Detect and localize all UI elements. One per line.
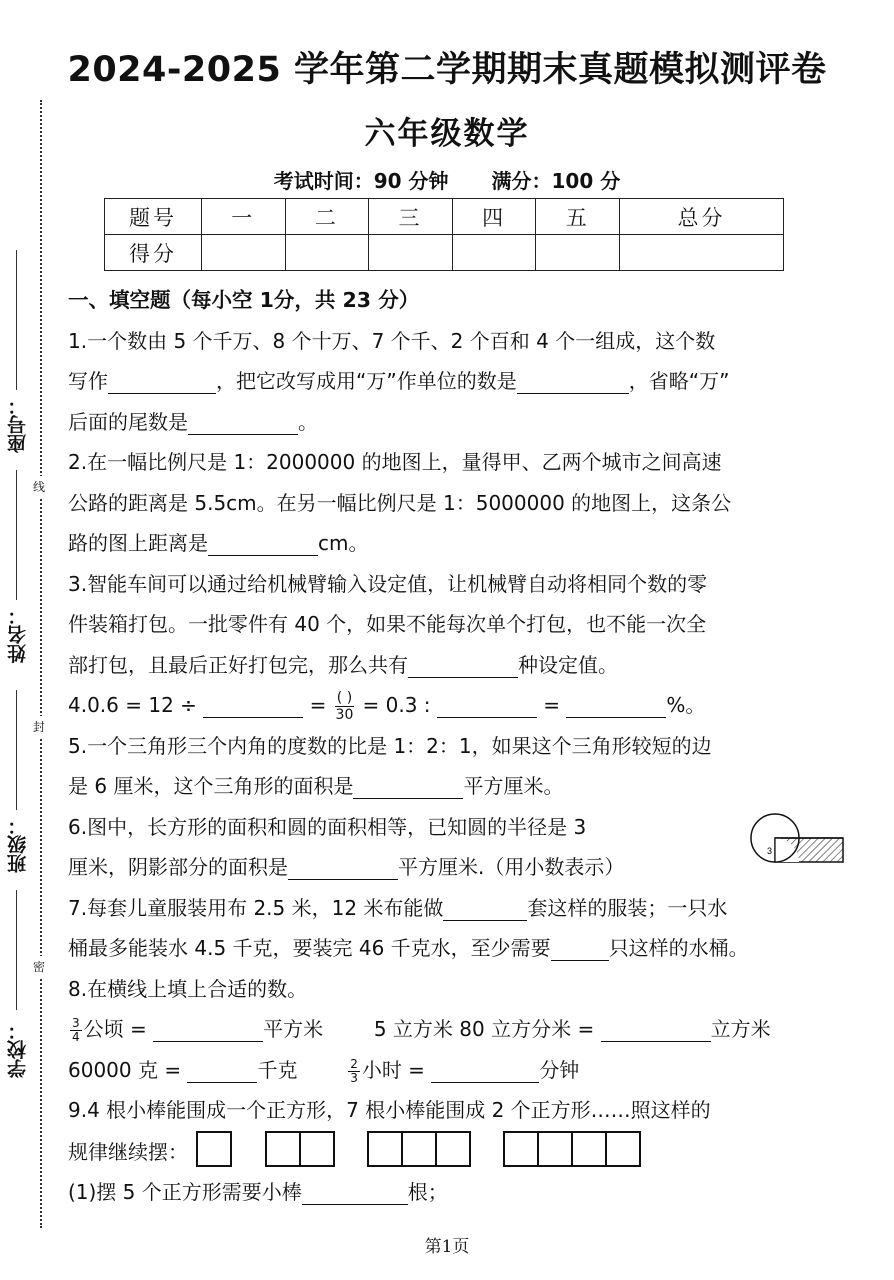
q2-line-3 — [68, 523, 868, 564]
q5-blank-1[interactable] — [353, 771, 463, 799]
q6-text-a: 厘米，阴影部分的面积是 — [68, 855, 288, 879]
q8-frac-a-num: 3 — [72, 1016, 80, 1030]
squares-2 — [265, 1131, 335, 1167]
q7-text-b: 套这样的服装；一只水 — [527, 895, 728, 920]
q7-line-1 — [68, 888, 868, 929]
q1-text-c: ，省略“万” — [628, 369, 730, 393]
q1-blank-2[interactable] — [517, 366, 629, 394]
score-row-label: 得分 — [105, 235, 202, 271]
q9-line-2 — [68, 1131, 868, 1173]
mark-line: 线 — [33, 476, 45, 497]
radius-label: 3 — [767, 846, 773, 856]
q8-frac-d — [348, 1058, 360, 1085]
q1-blank-3[interactable] — [188, 407, 298, 435]
q4-fraction — [335, 690, 354, 723]
seat-label: 座号： — [7, 396, 29, 454]
q3-text-b: 种设定值。 — [518, 652, 618, 677]
q4-line — [68, 685, 868, 726]
q5-text-b: 平方厘米。 — [463, 774, 564, 798]
score-cell-1[interactable] — [202, 235, 286, 271]
q2-text-b: cm。 — [318, 531, 369, 555]
q5-line-1: 5.一个三角形三个内角的度数的比是 1：2：1，如果这个三角形较短的边 — [68, 733, 712, 758]
score-table-header-row — [105, 199, 784, 235]
q8-title: 8.在横线上填上合适的数。 — [68, 976, 308, 1001]
q7-blank-2[interactable] — [551, 933, 609, 961]
class-rule — [16, 690, 17, 810]
q8-d-unit: 分钟 — [539, 1057, 580, 1082]
mark-seal: 封 — [33, 716, 45, 737]
q7-text-d: 只这样的水桶。 — [608, 936, 749, 960]
section-1-title: 一、填空题（每小空 1分，共 23 分） — [68, 288, 420, 312]
score-head-3: 三 — [369, 199, 453, 235]
score-head-1: 一 — [202, 199, 286, 235]
q6-circle-rectangle-figure — [745, 812, 851, 870]
q7-text-a: 7.每套儿童服装用布 2.5 米，12 米布能做 — [68, 895, 444, 920]
page-number: 第1页 — [424, 1237, 470, 1257]
q9-sub1-text-b: 根； — [407, 1180, 448, 1204]
q4-text-e: %。 — [666, 693, 706, 717]
score-cell-3[interactable] — [369, 235, 453, 271]
q2-line-1: 2.在一幅比例尺是 1：2000000 的地图上，量得甲、乙两个城市之间高速 — [68, 450, 722, 474]
score-head-4: 四 — [452, 199, 536, 235]
name-rule — [16, 470, 17, 600]
q8-row-2 — [68, 1050, 868, 1091]
mark-secret: 密 — [33, 956, 45, 977]
q4-text-c: = 0.3 : — [362, 693, 431, 717]
q6-blank-1[interactable] — [288, 852, 398, 880]
dotted-cut-line — [40, 100, 42, 1228]
q3-blank-1[interactable] — [408, 650, 518, 678]
score-head-2: 二 — [285, 199, 369, 235]
score-head-label: 题号 — [105, 199, 202, 235]
score-cell-total[interactable] — [620, 235, 784, 271]
q8-frac-d-den: 3 — [350, 1070, 358, 1085]
q3-text-a: 部打包，且最后正好打包完，那么共有 — [68, 652, 408, 677]
q9-sub1-text-a: (1)摆 5 个正方形需要小棒 — [68, 1180, 302, 1204]
q9-sub-1 — [68, 1172, 868, 1213]
q1-line-1: 1.一个数由 5 个千万、8 个十万、7 个千、2 个百和 4 个一组成，这个数 — [68, 328, 716, 353]
q8-row-1 — [68, 1009, 868, 1050]
q9-line-1: 9.4 根小棒能围成一个正方形，7 根小棒能围成 2 个正方形……照这样的 — [68, 1098, 711, 1122]
exam-subtitle: 六年级数学 — [364, 116, 530, 152]
exam-title: 2024-2025 学年第二学期期末真题模拟测评卷 — [67, 50, 827, 90]
q3-line-1: 3.智能车间可以通过给机械臂输入设定值，让机械臂自动将相同个数的零 — [68, 571, 708, 596]
q2-text-a: 路的图上距离是 — [68, 531, 208, 555]
q4-blank-1[interactable] — [203, 690, 303, 718]
seat-rule — [16, 250, 17, 390]
score-table-score-row — [105, 235, 784, 271]
squares-4 — [503, 1131, 641, 1167]
q1-text-e: 。 — [298, 409, 318, 434]
exam-full-score: 满分：100 分 — [491, 169, 621, 193]
q2-blank-1[interactable] — [208, 528, 318, 556]
q3-line-2: 件装箱打包。一批零件有 40 个，如果不能每次单个打包，也不能一次全 — [68, 612, 707, 636]
score-cell-5[interactable] — [536, 235, 620, 271]
q5-text-a: 是 6 厘米，这个三角形的面积是 — [68, 774, 354, 798]
q7-line-2 — [68, 928, 868, 969]
school-rule — [16, 890, 17, 1010]
name-label: 姓名： — [7, 606, 29, 664]
q5-line-2 — [68, 766, 868, 807]
q8-blank-b[interactable] — [601, 1014, 711, 1042]
q8-frac-d-num: 2 — [350, 1056, 358, 1071]
squares-1 — [196, 1131, 232, 1167]
school-label: 学校： — [7, 1021, 29, 1079]
q4-blank-3[interactable] — [566, 690, 666, 718]
q7-blank-1[interactable] — [443, 893, 527, 921]
q8-frac-a — [70, 1017, 82, 1044]
q1-line-3 — [68, 402, 868, 443]
exam-info — [0, 165, 894, 194]
exam-time: 考试时间：90 分钟 — [273, 169, 449, 193]
q4-frac-den: 30 — [335, 707, 354, 723]
q8-a-text: 公顷 = — [83, 1017, 147, 1041]
q9-blank-1[interactable] — [302, 1177, 408, 1205]
q3-line-3 — [68, 645, 868, 686]
score-cell-2[interactable] — [285, 235, 369, 271]
q8-blank-d[interactable] — [431, 1055, 539, 1083]
q8-d-text: 小时 = — [361, 1057, 425, 1082]
class-label: 班级： — [7, 816, 29, 874]
q1-text-a: 写作 — [68, 369, 108, 393]
q1-blank-1[interactable] — [108, 366, 216, 394]
q4-frac-num[interactable]: ( ) — [336, 690, 353, 706]
q4-text-b: = — [309, 693, 327, 717]
q2-line-2: 公路的距离是 5.5cm。在另一幅比例尺是 1：5000000 的地图上，这条公 — [68, 490, 732, 515]
squares-3 — [367, 1131, 471, 1167]
q6-line-1: 6.图中，长方形的面积和圆的面积相等，已知圆的半径是 3 — [68, 814, 587, 839]
score-table — [104, 198, 784, 271]
q4-blank-2[interactable] — [437, 690, 537, 718]
q8-a-unit: 平方米 — [263, 1017, 324, 1041]
question-content — [68, 280, 868, 1213]
q4-text-d: = — [543, 693, 561, 717]
q4-text-a: 4.0.6 = 12 ÷ — [68, 693, 197, 717]
score-head-5: 五 — [536, 199, 620, 235]
score-cell-4[interactable] — [452, 235, 536, 271]
q1-line-2 — [68, 361, 868, 402]
q8-blank-c[interactable] — [187, 1055, 257, 1083]
q8-c-unit: 千克 — [257, 1057, 298, 1082]
q8-frac-a-den: 4 — [72, 1030, 80, 1044]
q1-text-d: 后面的尾数是 — [68, 409, 188, 434]
q8-c-text: 60000 克 = — [68, 1057, 182, 1082]
q7-text-c: 桶最多能装水 4.5 千克，要装完 46 千克水，至少需要 — [68, 936, 551, 960]
q9-text-a: 规律继续摆： — [68, 1139, 188, 1164]
q8-b-text: 5 立方米 80 立方分米 = — [373, 1017, 595, 1041]
q8-blank-a[interactable] — [153, 1014, 263, 1042]
q6-text-b: 平方厘米.（用小数表示） — [398, 855, 625, 879]
score-head-total: 总分 — [620, 199, 784, 235]
q8-b-unit: 立方米 — [710, 1017, 771, 1041]
q1-text-b: ，把它改写成用“万”作单位的数是 — [216, 369, 517, 393]
